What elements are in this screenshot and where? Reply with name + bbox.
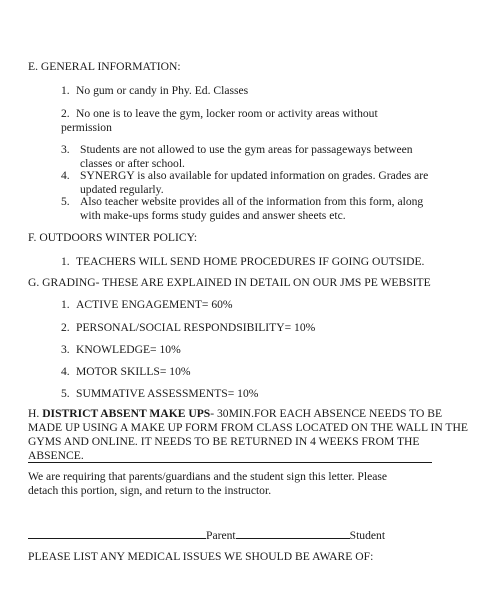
parent-label: Parent [206, 529, 236, 542]
section-g-heading: G. GRADING- THESE ARE EXPLAINED IN DETAIL ON OUR JMS PE WEBSITE [28, 276, 431, 289]
list-number: 3. [61, 143, 70, 156]
list-item-continuation: updated regularly. [80, 183, 164, 196]
signoff-text-line-2: detach this portion, sign, and return to the instructor. [28, 484, 272, 497]
list-number: 3. [61, 343, 70, 356]
list-item: No gum or candy in Phy. Ed. Classes [76, 84, 249, 97]
list-number: 4. [61, 169, 70, 182]
section-h-line-4: ABSENCE. [28, 449, 84, 462]
list-item-continuation: with make-ups forms study guides and answer sheets etc. [80, 209, 346, 222]
section-f-heading: F. OUTDOORS WINTER POLICY: [28, 231, 198, 244]
student-label: Student [349, 529, 386, 542]
list-item: TEACHERS WILL SEND HOME PROCEDURES IF GOING OUTSIDE. [76, 255, 425, 268]
section-h-line-1 [28, 407, 442, 421]
signature-row [28, 527, 385, 543]
list-number: 1. [61, 298, 70, 311]
list-number: 5. [61, 195, 70, 208]
list-item-continuation: permission [61, 121, 112, 134]
list-number: 2. [61, 107, 70, 120]
section-h-line-2: MADE UP USING A MAKE UP FORM FROM CLASS LOCATED ON THE WALL IN THE [28, 421, 468, 434]
list-item: ACTIVE ENGAGEMENT= 60% [76, 298, 233, 311]
list-number: 2. [61, 321, 70, 334]
section-h-heading: DISTRICT ABSENT MAKE UPS [42, 407, 211, 420]
parent-signature-line[interactable] [28, 527, 206, 539]
section-h-text: - 30MIN.FOR EACH ABSENCE NEEDS TO BE [210, 407, 443, 420]
medical-issues-prompt: PLEASE LIST ANY MEDICAL ISSUES WE SHOULD BE AWARE OF: [28, 550, 374, 563]
detach-divider [28, 462, 432, 463]
list-number: 4. [61, 365, 70, 378]
list-item: MOTOR SKILLS= 10% [76, 365, 191, 378]
list-item: Students are not allowed to use the gym areas for passageways between [80, 143, 413, 156]
list-item: No one is to leave the gym, locker room or activity areas without [76, 107, 378, 120]
list-number: 1. [61, 84, 70, 97]
section-h-label: H. [28, 407, 40, 420]
list-item: PERSONAL/SOCIAL RESPONDSIBILITY= 10% [76, 321, 316, 334]
list-number: 1. [61, 255, 70, 268]
list-item: KNOWLEDGE= 10% [76, 343, 181, 356]
signoff-text-line-1: We are requiring that parents/guardians and the student sign this letter. Please [28, 470, 388, 483]
list-number: 5. [61, 387, 70, 400]
section-e-heading: E. GENERAL INFORMATION: [28, 60, 181, 73]
list-item: Also teacher website provides all of the information from this form, along [80, 195, 424, 208]
list-item: SUMMATIVE ASSESSMENTS= 10% [76, 387, 259, 400]
student-signature-line[interactable] [236, 527, 350, 539]
list-item: SYNERGY is also available for updated information on grades. Grades are [80, 169, 429, 182]
section-h-line-3: GYMS AND ONLINE. IT NEEDS TO BE RETURNED IN 4 WEEKS FROM THE [28, 435, 420, 448]
list-item-continuation: classes or after school. [80, 157, 185, 170]
